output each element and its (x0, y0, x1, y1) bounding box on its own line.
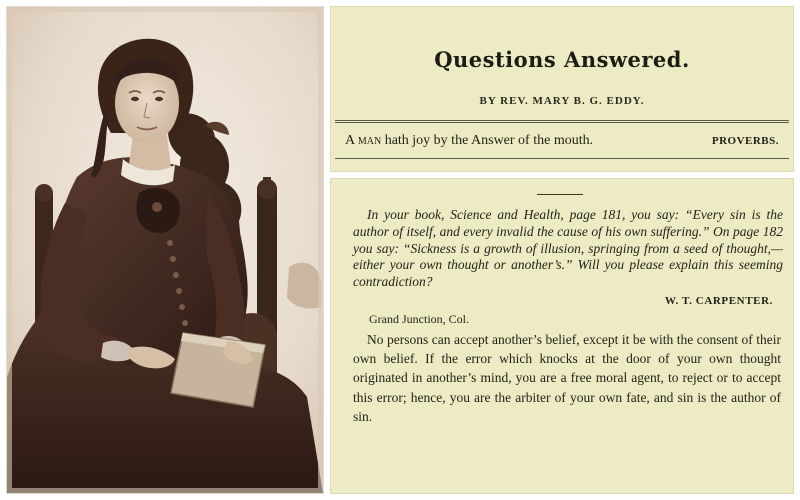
side-ornament (287, 263, 321, 309)
brooch (152, 202, 162, 212)
byline: BY REV. MARY B. G. EDDY. (479, 95, 645, 107)
double-rule-top (335, 120, 789, 121)
answer-text: No persons can accept another’s belief, except it be with the consent of their own belief. If the error which knocks at the door of your own thought originated in another’s mind, you are a free moral agent, to reject or to accept this error; hence, you are the arbiter of your own fate, and sin is the author of sin. (353, 332, 781, 424)
question-location: Grand Junction, Col. (369, 312, 469, 326)
section-divider (537, 194, 583, 195)
motto-source: PROVERBS. (711, 135, 779, 147)
qa-panel (330, 178, 794, 494)
book (171, 333, 265, 407)
motto-line (345, 133, 779, 149)
question-text: In your book, Science and Health, page 181, you say: “Every sin is the author of itself, and every invalid the cause of his own suffering.” On page 182 you say: “Sickness is a growth of illusion, springing from a seed of thought,— either your own thought or another’s.” Will you please explain this seeming contradiction? (353, 207, 783, 290)
masthead-panel (330, 6, 794, 172)
bottom-rule (335, 158, 789, 159)
portrait-photo (6, 6, 324, 494)
motto (345, 133, 593, 149)
motto-prefix: A man (345, 133, 382, 148)
headline: Questions Answered. (434, 47, 690, 72)
motto-rest: hath joy by the Answer of the mouth. (381, 133, 594, 148)
double-rule-bottom (335, 122, 789, 123)
question-author: W. T. CARPENTER. (664, 295, 773, 307)
portrait-illustration (7, 7, 323, 493)
